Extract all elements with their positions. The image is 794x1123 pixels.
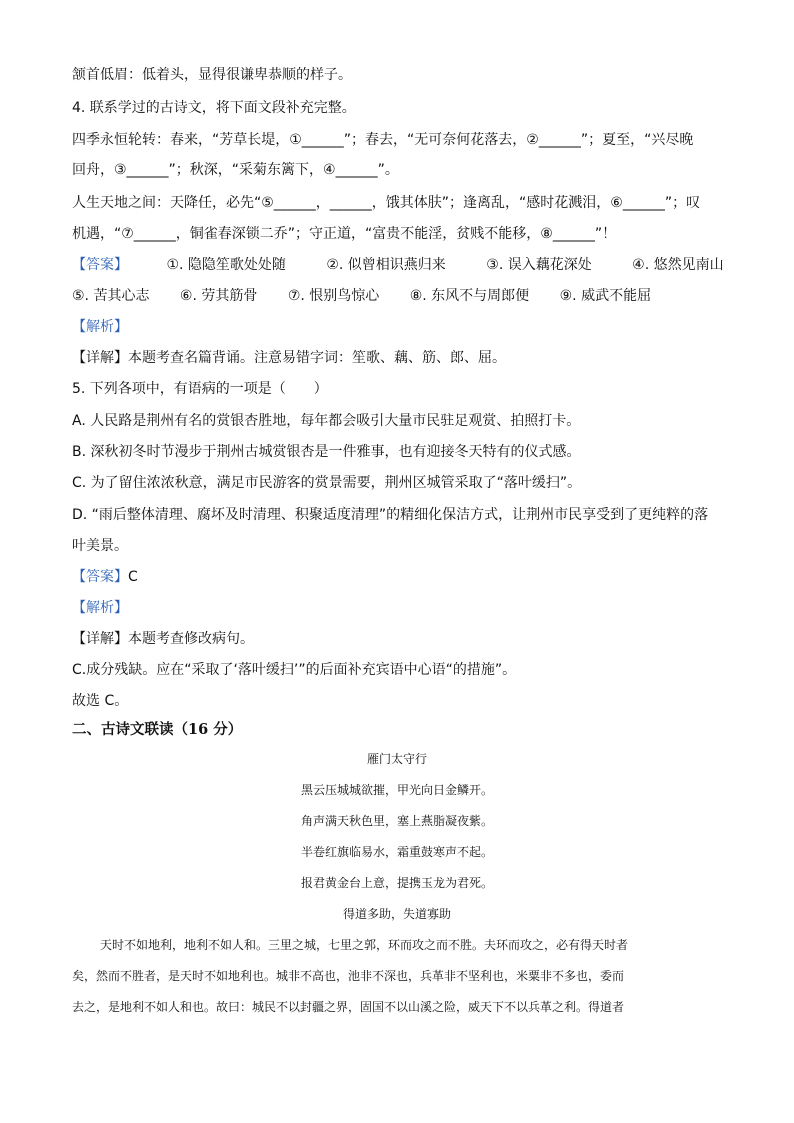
- text-line: 人生天地之间：天降任，必先“⑤______，______，饿其体肤”；逢离乱，“感时花溅泪，⑥______”；叹: [72, 195, 701, 211]
- answer-tag: 【答案】: [72, 569, 128, 585]
- prose-line: 矣，然而不胜者，是天时不如地利也。城非不高也，池非不深也，兵革非不坚利也，米粟非不多也，委而: [72, 969, 625, 983]
- poem-title: 雁门太守行: [366, 752, 427, 766]
- text-line: 回舟，③______”；秋深，“采菊东篱下，④______”。: [72, 162, 399, 178]
- option-b: B. 深秋初冬时节漫步于荆州古城赏银杏是一件雅事，也有迎接冬天特有的仪式感。: [72, 444, 581, 460]
- analysis-tag: 【解析】: [72, 600, 128, 616]
- section-heading: 二、古诗文联读（16 分）: [72, 721, 243, 738]
- text-line: 颔首低眉：低着头，显得很谦卑恭顺的样子。: [72, 67, 352, 83]
- choose-text: 故选 C。: [72, 693, 129, 709]
- poem-line: 半卷红旗临易水，霜重鼓寒声不起。: [300, 845, 493, 859]
- answer-tag: 【答案】: [72, 257, 128, 273]
- answer-line: [72, 567, 722, 587]
- prose-line: 天时不如地利，地利不如人和。三里之城，七里之郭，环而攻之而不胜。夫环而攻之，必有得天时者: [100, 938, 629, 952]
- poem-line: 角声满天秋色里，塞上燕脂凝夜紫。: [300, 814, 493, 828]
- option-d: D. “雨后整体清理、腐坏及时清理、积聚适度清理”的精细化保洁方式，让荆州市民享受到了更纯粹的落: [72, 507, 709, 523]
- text-line: 机遇，“⑦______，铜雀春深锁二乔”；守正道，“富贵不能淫，贫贱不能移，⑧______”！: [72, 226, 617, 242]
- answer-item: ③. 误入藕花深处: [486, 257, 592, 273]
- answer-item: ⑤. 苦其心志: [72, 288, 150, 304]
- prose-line: 去之，是地利不如人和也。故曰：城民不以封疆之界，固国不以山溪之险，威天下不以兵革之利。得道者: [72, 1000, 625, 1014]
- answer-item: ⑦. 恨别鸟惊心: [287, 288, 380, 304]
- option-c: C. 为了留住浓浓秋意，满足市民游客的赏景需要，荆州区城管采取了“落叶缓扫”。: [72, 475, 582, 491]
- answer-value: C: [128, 569, 138, 585]
- text-line: 四季永恒轮转：春来，“芳草长堤，①______”；春去，“无可奈何花落去，②______”；夏至，“兴尽晚: [72, 132, 694, 148]
- answer-item: ⑧. 东风不与周郎便: [409, 288, 530, 304]
- analysis-tag: 【解析】: [72, 319, 128, 335]
- answer-row-1: [72, 255, 722, 275]
- question-5-stem: 5. 下列各项中，有语病的一项是（ ）: [72, 381, 328, 397]
- answer-item: ⑨. 威武不能屈: [559, 288, 652, 304]
- prose-title: 得道多助，失道寡助: [342, 907, 451, 921]
- detail-text: 【详解】本题考查修改病句。: [72, 631, 254, 647]
- answer-item: ①. 隐隐笙歌处处随: [166, 257, 286, 273]
- answer-row-2: [72, 286, 722, 306]
- explain-text: C.成分残缺。应在“采取了‘落叶缓扫’”的后面补充宾语中心语“的措施”。: [72, 662, 517, 678]
- option-d-cont: 叶美景。: [72, 538, 128, 554]
- option-a: A. 人民路是荆州有名的赏银杏胜地，每年都会吸引大量市民驻足观赏、拍照打卡。: [72, 413, 581, 429]
- question-4-stem: 4. 联系学过的古诗文，将下面文段补充完整。: [72, 100, 356, 116]
- answer-item: ⑥. 劳其筋骨: [179, 288, 258, 304]
- answer-item: ②. 似曾相识燕归来: [326, 257, 446, 273]
- poem-line: 黑云压城城欲摧，甲光向日金鳞开。: [300, 783, 493, 797]
- poem-line: 报君黄金台上意，提携玉龙为君死。: [300, 876, 493, 890]
- answer-item: ④. 悠然见南山: [632, 257, 724, 273]
- detail-text: 【详解】本题考查名篇背诵。注意易错字词：笙歌、藕、筋、郎、屈。: [72, 350, 506, 366]
